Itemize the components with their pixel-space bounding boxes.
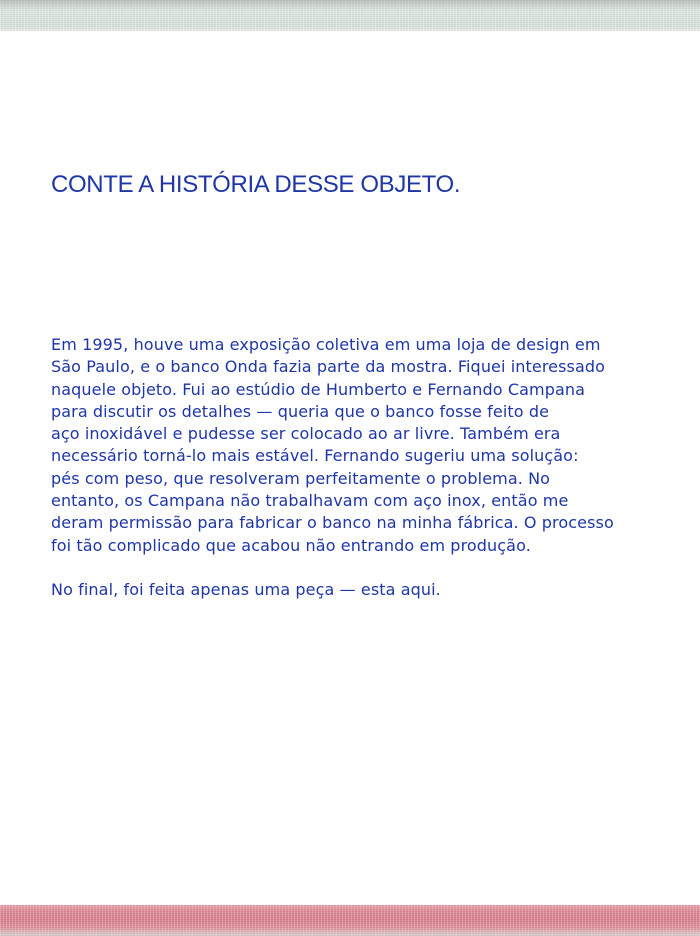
story-line: entanto, os Campana não trabalhavam com aço inox, então me [51,491,569,511]
paragraph-gap [51,557,681,579]
bottom-paper-edge [0,905,700,936]
story-line: Em 1995, houve uma exposição coletiva em uma loja de design em [51,335,601,354]
story-line: naquele objeto. Fui ao estúdio de Humberto e Fernando Campana [51,379,586,399]
top-paper-edge [0,0,700,31]
story-line: pés com peso, que resolveram perfeitamente o problema. No [51,468,551,488]
story-line: para discutir os detalhes — queria que o banco fosse feito de [51,401,550,421]
page-heading: CONTE A HISTÓRIA DESSE OBJETO. [51,171,461,198]
story-text [51,334,681,601]
story-closing-line: No final, foi feita apenas uma peça — esta aqui. [51,579,441,599]
story-paragraph-1 [51,334,681,557]
story-line: deram permissão para fabricar o banco na minha fábrica. O processo [51,513,614,533]
story-line: necessário torná-lo mais estável. Fernando sugeriu uma solução: [51,446,579,466]
story-line: aço inoxidável e pudesse ser colocado ao ar livre. Também era [51,424,561,444]
story-line: São Paulo, e o banco Onda fazia parte da mostra. Fiquei interessado [51,357,606,377]
story-line: foi tão complicado que acabou não entrando em produção. [51,535,531,555]
story-paragraph-2 [51,579,681,601]
